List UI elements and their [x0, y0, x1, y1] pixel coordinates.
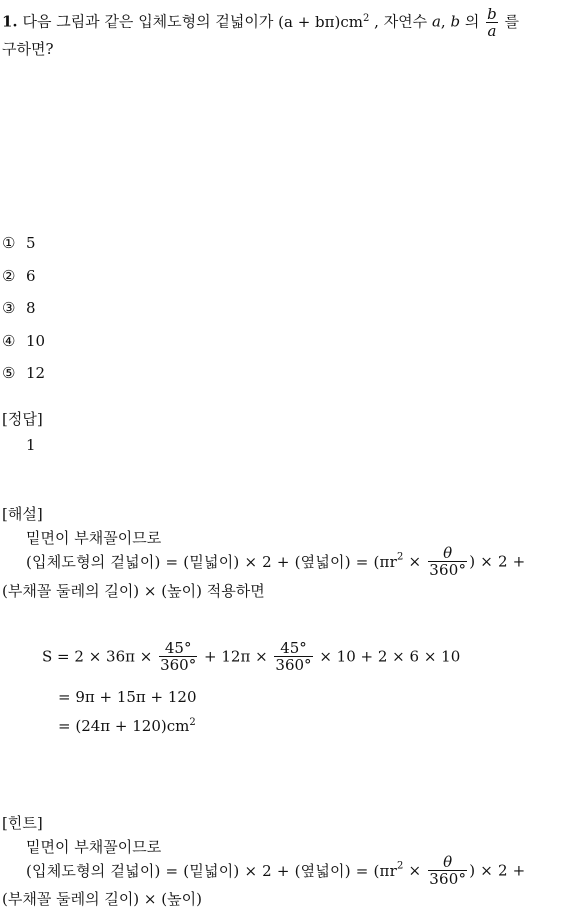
choice-value: 12 — [26, 364, 46, 382]
hint-deg-360: 360° — [429, 870, 467, 888]
equation-1 — [42, 640, 460, 673]
question-line-2: 구하면? — [2, 40, 54, 58]
formula-times: × — [408, 552, 422, 571]
eq1-num1: 45° — [159, 640, 197, 657]
choice-mark: ③ — [2, 299, 16, 317]
hint-formula — [26, 854, 525, 887]
fraction-denominator: a — [487, 22, 497, 40]
choice-mark: ⑤ — [2, 364, 16, 382]
area-expr-text: (a + bπ)cm — [278, 12, 363, 31]
answer-label: [정답] — [2, 410, 43, 428]
choice-3[interactable] — [2, 299, 36, 317]
eq1-den2: 360° — [275, 656, 312, 674]
eq1-part-a: S = 2 × 36π × — [42, 647, 153, 666]
formula-part-a: (입체도형의 겉넓이) = (밑넓이) × 2 + (옆넓이) = (πr — [26, 553, 397, 571]
choice-value: 6 — [26, 267, 36, 285]
hint-theta: θ — [428, 854, 467, 871]
explanation-line-1: 밑면이 부채꼴이므로 — [26, 529, 162, 547]
eq1-part-b: + 12π × — [204, 647, 268, 666]
answer-value: 1 — [26, 436, 36, 454]
hint-label: [힌트] — [2, 814, 43, 832]
choice-4[interactable] — [2, 332, 45, 350]
choice-mark: ④ — [2, 332, 16, 350]
formula-part-c: ) × 2 + — [469, 552, 526, 571]
fraction-b-over-a — [486, 6, 498, 39]
hint-formula-exponent: 2 — [396, 860, 404, 872]
fraction-45-over-360-b — [274, 640, 312, 673]
question-number: 1. — [2, 12, 18, 31]
var-a: a — [431, 12, 441, 31]
hint-line-1: 밑면이 부채꼴이므로 — [26, 838, 162, 856]
choice-2[interactable] — [2, 267, 36, 285]
question-text-4: 를 — [504, 12, 520, 31]
choice-mark: ① — [2, 234, 16, 252]
hint-formula-part-c: ) × 2 + — [469, 861, 526, 880]
choice-value: 8 — [26, 299, 36, 317]
comma: , — [440, 12, 446, 31]
choice-mark: ② — [2, 267, 16, 285]
fraction-45-over-360-a — [159, 640, 197, 673]
theta: θ — [428, 545, 467, 562]
hint-formula-times: × — [408, 861, 422, 880]
var-b: b — [450, 12, 461, 31]
area-exponent: 2 — [363, 12, 370, 24]
choice-1[interactable] — [2, 234, 36, 252]
choice-value: 5 — [26, 234, 36, 252]
fraction-numerator: b — [487, 5, 497, 23]
formula-exponent: 2 — [396, 551, 404, 563]
choice-value: 10 — [26, 332, 46, 350]
eq1-part-c: × 10 + 2 × 6 × 10 — [319, 647, 461, 666]
hint-formula-part-a: (입체도형의 겉넓이) = (밑넓이) × 2 + (옆넓이) = (πr — [26, 862, 397, 880]
question-text-3: 의 — [464, 12, 480, 31]
question-line-1 — [2, 6, 519, 39]
hint-line-2: (부채꼴 둘레의 길이) × (높이) — [2, 890, 202, 908]
deg-360: 360° — [429, 561, 467, 579]
eq3-text: = (24π + 120)cm — [58, 717, 190, 735]
eq1-num2: 45° — [274, 640, 312, 657]
explanation-line-2: (부채꼴 둘레의 길이) × (높이) 적용하면 — [2, 582, 265, 600]
equation-3 — [58, 717, 196, 735]
choice-5[interactable] — [2, 364, 45, 382]
hint-fraction-theta-over-360 — [428, 854, 467, 887]
area-expression — [278, 13, 369, 31]
eq1-den1: 360° — [160, 656, 197, 674]
explanation-label: [해설] — [2, 505, 43, 523]
explanation-formula — [26, 545, 525, 578]
fraction-theta-over-360 — [428, 545, 467, 578]
question-text-2: , 자연수 — [374, 12, 428, 31]
equation-2: = 9π + 15π + 120 — [58, 688, 197, 706]
eq3-exponent: 2 — [189, 717, 196, 728]
question-text-1: 다음 그림과 같은 입체도형의 겉넓이가 — [22, 12, 274, 31]
